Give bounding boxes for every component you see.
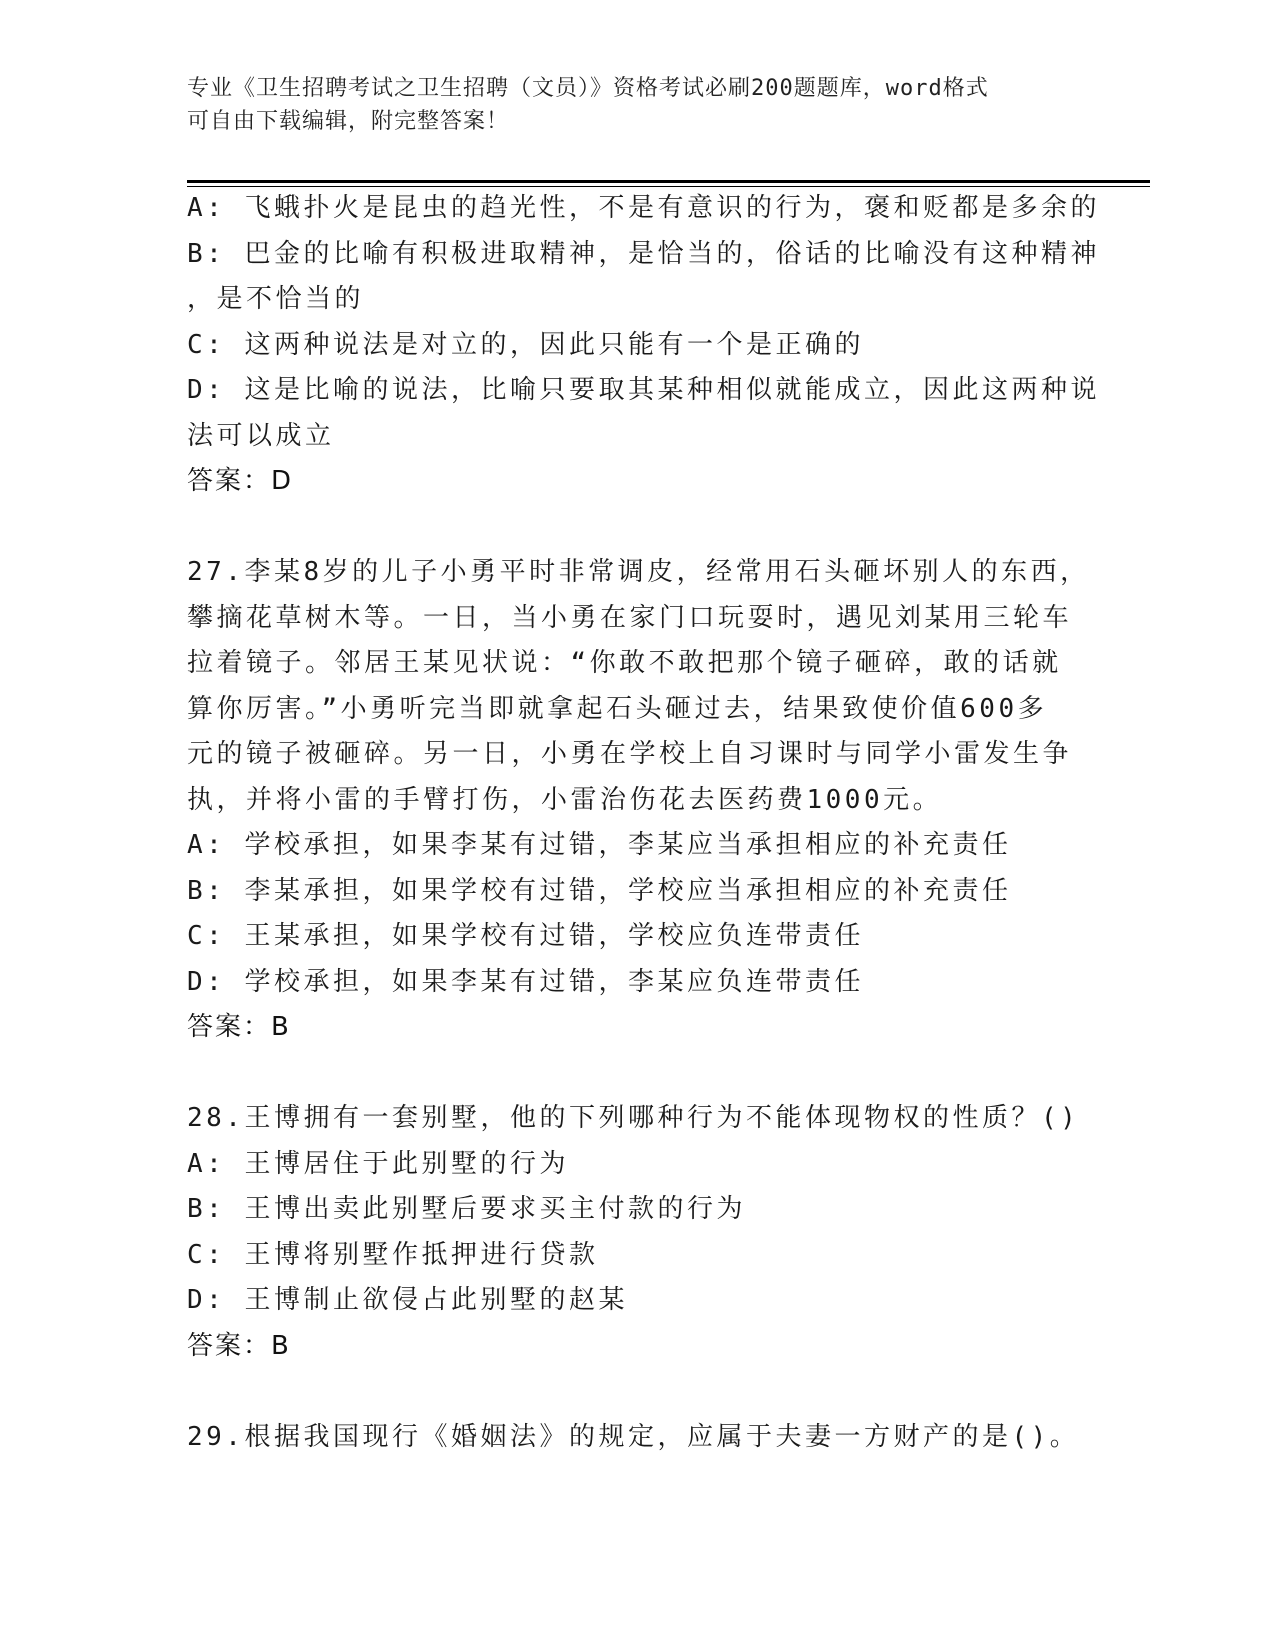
- option-d: D: 学校承担，如果李某有过错，李某应负连带责任: [187, 966, 864, 997]
- question-stem-continued: 算你厉害。”小勇听完当即就拿起石头砸过去，结果致使价值600多: [187, 693, 1048, 724]
- option-b: B: 王博出卖此别墅后要求买主付款的行为: [187, 1194, 746, 1224]
- option-b: B: 巴金的比喻有积极进取精神，是恰当的，俗话的比喻没有这种精神: [187, 238, 1100, 269]
- question-stem-continued: 攀摘花草树木等。一日，当小勇在家门口玩耍时，遇见刘某用三轮车: [187, 602, 1073, 633]
- spacer: [187, 1051, 1087, 1097]
- question-stem: 27.李某8岁的儿子小勇平时非常调皮，经常用石头砸坏别人的东西，: [187, 557, 1090, 587]
- option-d-continued: 法可以成立: [187, 420, 335, 451]
- question-stem-continued: 元的镜子被砸碎。另一日，小勇在学校上自习课时与同学小雷发生争: [187, 739, 1073, 769]
- option-c: C: 王博将别墅作抵押进行贷款: [187, 1239, 599, 1270]
- option-b: B: 李某承担，如果学校有过错，学校应当承担相应的补充责任: [187, 875, 1012, 906]
- question-29: [187, 1415, 1087, 1461]
- answer: 答案：B: [187, 1330, 291, 1361]
- question-stem-continued: 拉着镜子。邻居王某见状说：“你敢不敢把那个镜子砸碎，敢的话就: [187, 648, 1062, 678]
- question-28: [187, 1096, 1087, 1369]
- header-title-line-1: 专业《卫生招聘考试之卫生招聘（文员）》资格考试必刷200题题库，word格式: [187, 76, 989, 101]
- option-d: D: 这是比喻的说法，比喻只要取其某种相似就能成立，因此这两种说: [187, 375, 1100, 405]
- document-header: [187, 72, 1087, 138]
- question-stem-continued: 执，并将小雷的手臂打伤，小雷治伤花去医药费1000元。: [187, 784, 943, 815]
- question-stem: 28.王博拥有一套别墅，他的下列哪种行为不能体现物权的性质？(): [187, 1103, 1080, 1133]
- option-c: C: 王某承担，如果学校有过错，学校应负连带责任: [187, 921, 864, 951]
- header-title-line-2: 可自由下载编辑，附完整答案！: [187, 109, 510, 134]
- option-a: A: 飞蛾扑火是昆虫的趋光性，不是有意识的行为，褒和贬都是多余的: [187, 193, 1100, 223]
- answer: 答案：B: [187, 1012, 291, 1042]
- question-stem: 29.根据我国现行《婚姻法》的规定，应属于夫妻一方财产的是()。: [187, 1421, 1080, 1452]
- option-c: C: 这两种说法是对立的，因此只能有一个是正确的: [187, 329, 864, 360]
- answer: 答案：D: [187, 466, 294, 496]
- option-d: D: 王博制止欲侵占此别墅的赵某: [187, 1285, 628, 1315]
- option-b-continued: ，是不恰当的: [187, 284, 365, 314]
- spacer: [187, 505, 1087, 551]
- document-body: [187, 186, 1100, 1460]
- spacer: [187, 1369, 1087, 1415]
- question-26-tail: [187, 186, 1100, 505]
- question-27: [187, 550, 1090, 1051]
- option-a: A: 学校承担，如果李某有过错，李某应当承担相应的补充责任: [187, 830, 1012, 860]
- header-divider-thick: [187, 180, 1150, 183]
- option-a: A: 王博居住于此别墅的行为: [187, 1148, 569, 1179]
